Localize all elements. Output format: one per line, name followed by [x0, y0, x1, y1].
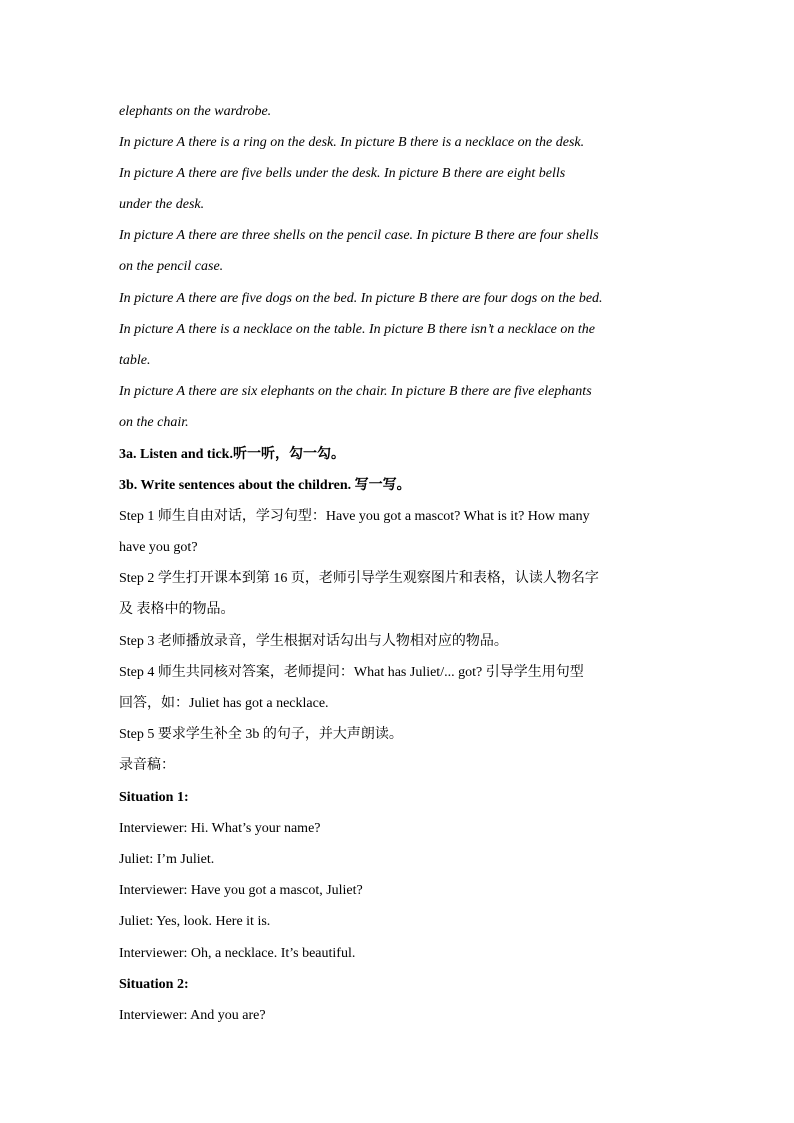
text-line: on the chair. — [119, 415, 189, 430]
section-heading: Situation 1: — [119, 790, 189, 805]
dialogue-line: Juliet: Yes, look. Here it is. — [119, 914, 271, 929]
text-line: In picture A there are six elephants on the chair. In picture B there are five elephants — [119, 384, 592, 399]
text-line: In picture A there is a ring on the desk. In picture B there is a necklace on the desk. — [119, 135, 585, 150]
text-line: In picture A there are five dogs on the bed. In picture B there are four dogs on the bed. — [119, 291, 603, 306]
dialogue-line: Interviewer: Hi. What’s your name? — [119, 821, 321, 836]
text-line: In picture A there are five bells under the desk. In picture B there are eight bells — [119, 166, 566, 181]
text-line: table. — [119, 353, 151, 368]
text-line: 录音稿： — [119, 758, 175, 773]
text-line: have you got? — [119, 540, 198, 555]
text-line: elephants on the wardrobe. — [119, 104, 272, 119]
dialogue-line: Interviewer: And you are? — [119, 1008, 266, 1023]
text-line: In picture A there are three shells on the pencil case. In picture B there are four shells — [119, 228, 599, 243]
section-heading: Situation 2: — [119, 977, 189, 992]
dialogue-line: Juliet: I’m Juliet. — [119, 852, 215, 867]
text-line: Step 3 老师播放录音，学生根据对话勾出与人物相对应的物品。 — [119, 634, 508, 649]
section-heading: 3a. Listen and tick.听一听，勾一勾。 — [119, 447, 345, 462]
text-line: Step 5 要求学生补全 3b 的句子，并大声朗读。 — [119, 727, 403, 742]
text-line: 回答，如：Juliet has got a necklace. — [119, 696, 329, 711]
text-line: 及 表格中的物品。 — [119, 602, 235, 617]
dialogue-line: Interviewer: Have you got a mascot, Juliet? — [119, 883, 363, 898]
text-line: Step 4 师生共同核对答案，老师提问：What has Juliet/... got? 引导学生用句型 — [119, 665, 584, 680]
text-line: Step 2 学生打开课本到第 16 页，老师引导学生观察图片和表格，认读人物名字 — [119, 571, 599, 586]
text-line: under the desk. — [119, 197, 205, 212]
dialogue-line: Interviewer: Oh, a necklace. It’s beautiful. — [119, 946, 356, 961]
text-line: on the pencil case. — [119, 259, 224, 274]
text-line: Step 1 师生自由对话，学习句型：Have you got a mascot? What is it? How many — [119, 509, 590, 524]
section-heading: 3b. Write sentences about the children. 写一写。 — [119, 478, 411, 493]
text-line: In picture A there is a necklace on the table. In picture B there isn’t a necklace on the — [119, 322, 595, 337]
